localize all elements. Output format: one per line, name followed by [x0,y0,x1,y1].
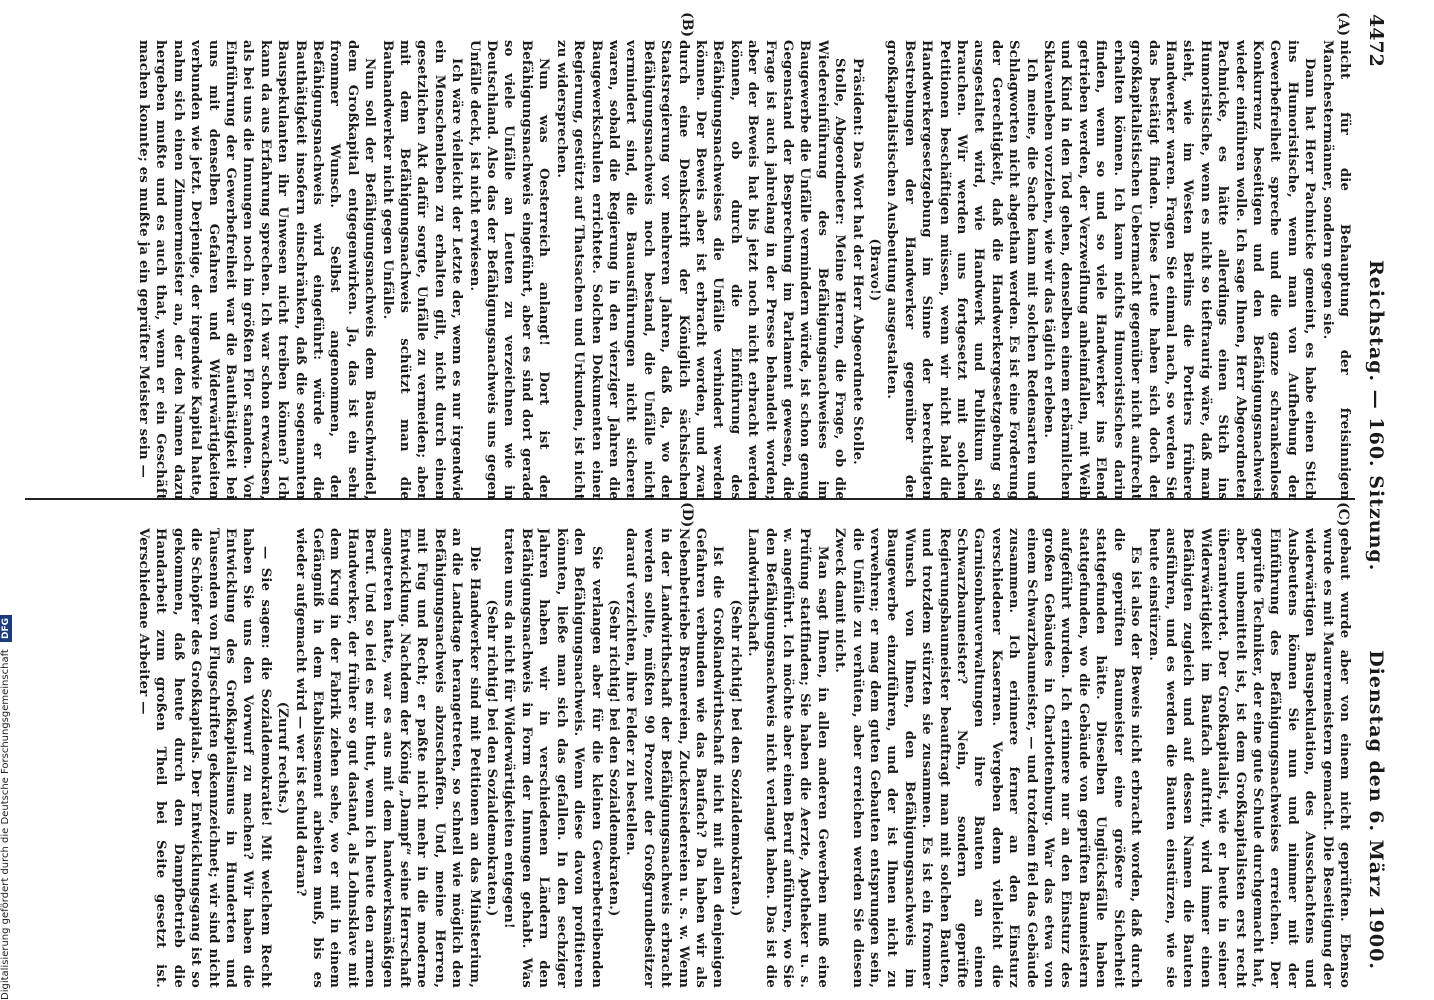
paragraph: Nun soll der Befähigungsnachweis dem Bauschwindel, dem Großkapital entgegenwirken. Ja, das ist ein sehr frommer Wunsch. Selbst angenommen, der Befähigungsnachweis wird eingeführt: würde er die Bauthätigkeit insofern einschränken, daß die sogenannten Bauspekulanten ihr Unwesen nicht treiben können? Ich kann da aus Erfahrung sprechen. Ich war schon erwachsen, als bei uns die Innungen noch im größten Flor standen. Vor Einführung der Gewerbefreiheit war die Bauthätigkeit bei uns mit denselben Gefahren und Widerwärtigkeiten verbunden wie jetzt. Derjenige, der irgendwie Kapital hatte, nahm sich einen Zimmermeister an, der den Namen dazu hergeben mußte und es auch that, wenn er ein Geschäft machen konnte; es mußte ja ein geprüfter Meister sein — [135,40,378,500]
right-column [33,528,1353,988]
session-date: Dienstag den 6. März 1900. [1365,650,1387,970]
document-page [15,0,1395,1000]
paragraph: gebaut wurde aber von einem nicht geprüften. Ebenso wurde es mit Maurermeistern gemacht. Die Beseitigung der widerwärtigen Bauspekulation, des Ausschachtens und Ausbeutens können Sie nun und nimmer mit der Einführung des Befähigungsnachweises erreichen. Der geprüfte Techniker, der eine gute Schule durchgemacht hat, aber unbemittelt ist, ist dem Großkapitalisten erst recht überantwortet. Der Großkapitalist, wie er heute in seiner Widerwärtigkeit im Baufach auftritt, wird immer einen Befähigten zugleich und auf dessen Namen die Bauten ausführen, und es werden die Bauten einstürzen, wie sie heute einstürzen. [1145,528,1352,988]
page-header [1359,0,1387,1000]
speaker-paragraph: Stolle, Abgeordneter: Meine Herren, die Frage, ob die Wiedereinführung des Befähigungsnachweises im Baugewerbe die Unfälle vermindern würde, ist schon genug Gegenstand der Besprechung im Parlament gewesen, die Frage ist auch jahrelang in der Presse behandelt worden; aber der Beweis hat bis jetzt noch nicht erbracht werden können, ob durch die Einführung des Befähigungsnachweises die Unfälle verhindert werden können. Der Beweis aber ist erbracht worden, und zwar durch eine Denkschrift der Königlich sächsischen Staatsregierung vor mehreren Jahren, daß da, wo der Befähigungsnachweis noch bestand, die Unfälle nicht vermindert sind, die Bauausführungen nicht sicherer waren, sobald die Regierung in den vierziger Jahren die Baugewerkschulen errichtete. Solchen Dokumenten einer Regierung, gestützt auf Thatsachen und Urkunden, ist nicht zu widersprechen. [553,40,848,500]
paragraph: Es ist also der Beweis nicht erbracht worden, daß durch die geprüften Baumeister eine größere Sicherheit stattgefunden hätte. Dieselben Unglücksfälle haben stattgefunden, wo die Gebäude von geprüften Baumeistern aufgeführt wurden. Ich erinnere nur an den Einsturz des großen Gebäudes in Charlottenburg. War das etwa von einem Schwarzbaumeister, — und trotzdem fiel das Gebäude zusammen. Ich erinnere ferner an den Einsturz verschiedener Kasernen. Vergeben denn vielleicht die Garnisonbauverwaltungen ihre Bauten an einen Schwarzbaumeister? Nein, sondern geprüfte Regierungsbaumeister beauftragt man mit solchen Bauten, und trotzdem stürzten sie zusammen. Es ist ein frommer Wunsch von Ihnen, den Befähigungsnachweis im Baugewerbe einzuführen, und der ist Ihnen nicht zu verwehren; er mag dem guten Gebauten entsprungen sein, die Unfälle zu verhüten, aber erreichen werden Sie diesen Zweck damit nicht. [832,528,1144,988]
paragraph: Dann hat Herr Pachnicke gemeint, es habe einen Stich ins Humoristische, wenn man von Aufhebung der Gewerbefreiheit spreche und die ganze schrankenlose Konkurrenz beseitigen und den Befähigungsnachweis wieder einführen wolle. Ich sage Ihnen, Herr Abgeordneter Pachnicke, es hätte allerdings einen Stich ins Humoristische, wenn es nicht so tieftraurig wäre, daß man sieht, wie im Westen Berlins die Portiers frühere Handwerker waren. Fragen Sie einmal nach, so werden Sie das bestätigt finden. Diese Leute haben sich doch der großkapitalistischen Uebermacht gegenüber nicht aufrecht erhalten können. Ich kann nichts Humoristisches darin finden, wenn so und so viele Handwerker ins Elend getrieben werden, der Verzweiflung anheimfallen, mit Weib und Kind in den Tod gehen, denselben einem erbärmlichen Sklavenleben vorziehen, wie wir das täglich erleben. [1041,40,1318,500]
speaker-paragraph: Präsident: Das Wort hat der Herr Abgeordnete Stolle. [849,58,865,465]
paragraph: — Sie sagen: die Sozialdemokratie! Mit welchem Recht haben Sie uns den Vorwurf zu machen? Wir haben die Entwicklung des Großkapitalismus in Hunderten und Tausenden von Flugschriften gekennzeichnet; wir sind nicht die Schöpfer des Großkapitals. Der Entwicklungsgang ist so gekommen, daß heute durch den Dampfbetrieb die Handarbeit zum großen Theil bei Seite gesetzt ist. Verschiedene Arbeiter — [135,528,273,988]
paragraph: Ich wäre vielleicht der Letzte der, wenn es nur irgendwie ein Menschenleben zu erhalten gilt, nicht durch einen gesetzlichen Akt dafür sorgte, Unfälle zu vermeiden; aber mit dem Befähigungsnachweis schützt man die Bauhandwerker nicht gegen Unfälle. [379,40,465,500]
paragraph: Die Handwerker sind mit Petitionen an das Ministerium, an die Landtage herangetreten, so schnell wie möglich den Befähigungsnachweis abzuschaffen. Und, meine Herren, mit Fug und Recht; er paßte nicht mehr in die moderne Entwicklung. Nachdem der König „Dampf“ seine Herrschaft angetreten hatte, war es aus mit dem handwerksmäßigen Beruf. Und so leid es mir thut, wenn ich heute den armen Handwerker, der früher so gut dastand, als Lohnsklave mit dem Krug in der Fabrik ziehen sehe, wo er mit in einem Gefängniß in dem Etablissement arbeiten muß, bis es wieder aufgemacht wird — wer ist schuld daran? [292,528,482,988]
paragraph: Man sagt Ihnen, in allen anderen Gewerben muß eine Prüfung stattfinden; Sie haben die Aerzte, Apotheker u. s. w. angeführt. Ich möchte aber einen Beruf anführen, wo Sie den Befähigungsnachweis nicht verlangt haben. Das ist die Landwirthschaft. [745,528,830,988]
margin-mark-a: (A) [1335,12,1351,37]
interjection-note: (Sehr richtig! bei den Sozialdemokraten.) [727,599,743,917]
margin-mark-b: (B) [679,12,695,38]
paragraph: Sie verlangen aber für die kleinen Gewerbetreibenden den Befähigungsnachweis. Wenn diese davon profitieren könnten, ließe man sich das gefallen. In den sechziger Jahren haben wir in verschiedenen Ländern den Befähigungsnachweis in Form der Innungen gehabt. Was traten uns da nicht für Widerwärtigkeiten entgegen! [501,528,604,988]
applause-note: (Bravo!) [867,238,883,302]
page-number: 4472 [1365,14,1387,67]
session-title: Reichstag. — 160. Sitzung. [1365,260,1387,572]
paragraph: Nun was Oesterreich anlangt! Dort ist der Befähigungsnachweis eingeführt, aber es sind dort gerade so viele Unfälle an Leuten zu verzeichnen wie in Deutschland. Also das der Befähigungsnachweis uns gegen Unfälle deckt, ist nicht erwiesen. [466,40,552,500]
interjection-note: (Sehr richtig! bei den Sozialdemokraten.) [605,599,621,917]
margin-mark-d: (D) [679,502,695,528]
digitization-credit-text: Digitalisierung gefördert durch die Deutsche Forschungsgemeinschaft [0,649,11,1000]
left-column [33,40,1353,500]
dfg-logo: DFG [0,615,12,642]
paragraph: Ist die Großlandwirthschaft nicht mit allen denjenigen Gefahren verbunden wie das Baufach? Da haben wir als Nebenbetriebe Brennereien, Zuckersiedereien u. s. w. Wenn in der Landwirthschaft der Befähigungsnachweis erbracht werden sollte, müßten 90 Prozent der Großgrundbesitzer darauf verzichten, ihre Felder zu bestellen. [623,528,726,988]
interjection-note: (Zuruf rechts.) [275,701,291,815]
paragraph: nicht für die Behauptung der freisinnigen Manchestermänner, sondern gegen sie. [1319,40,1352,500]
paragraph: Ich meine, die Sache kann mit solchen Redensarten und Schlagworten nicht abgethan werden. Es ist eine Forderung der Gerechtigkeit, daß die Handwerkergesetzgebung so ausgestaltet wird, wie Handwerk und Publikum sie brauchen. Wir werden uns fortgesetzt mit solchen Petitionen beschäftigen müssen, wenn wir nicht bald die Handwerkergesetzgebung im Sinne der berechtigten Bestrebungen der Handwerker gegenüber der großkapitalistischen Ausbeutung ausgestalten. [884,40,1039,500]
margin-mark-c: (C) [1335,502,1351,527]
interjection-note: (Sehr richtig! bei den Sozialdemokraten.) [484,599,500,917]
